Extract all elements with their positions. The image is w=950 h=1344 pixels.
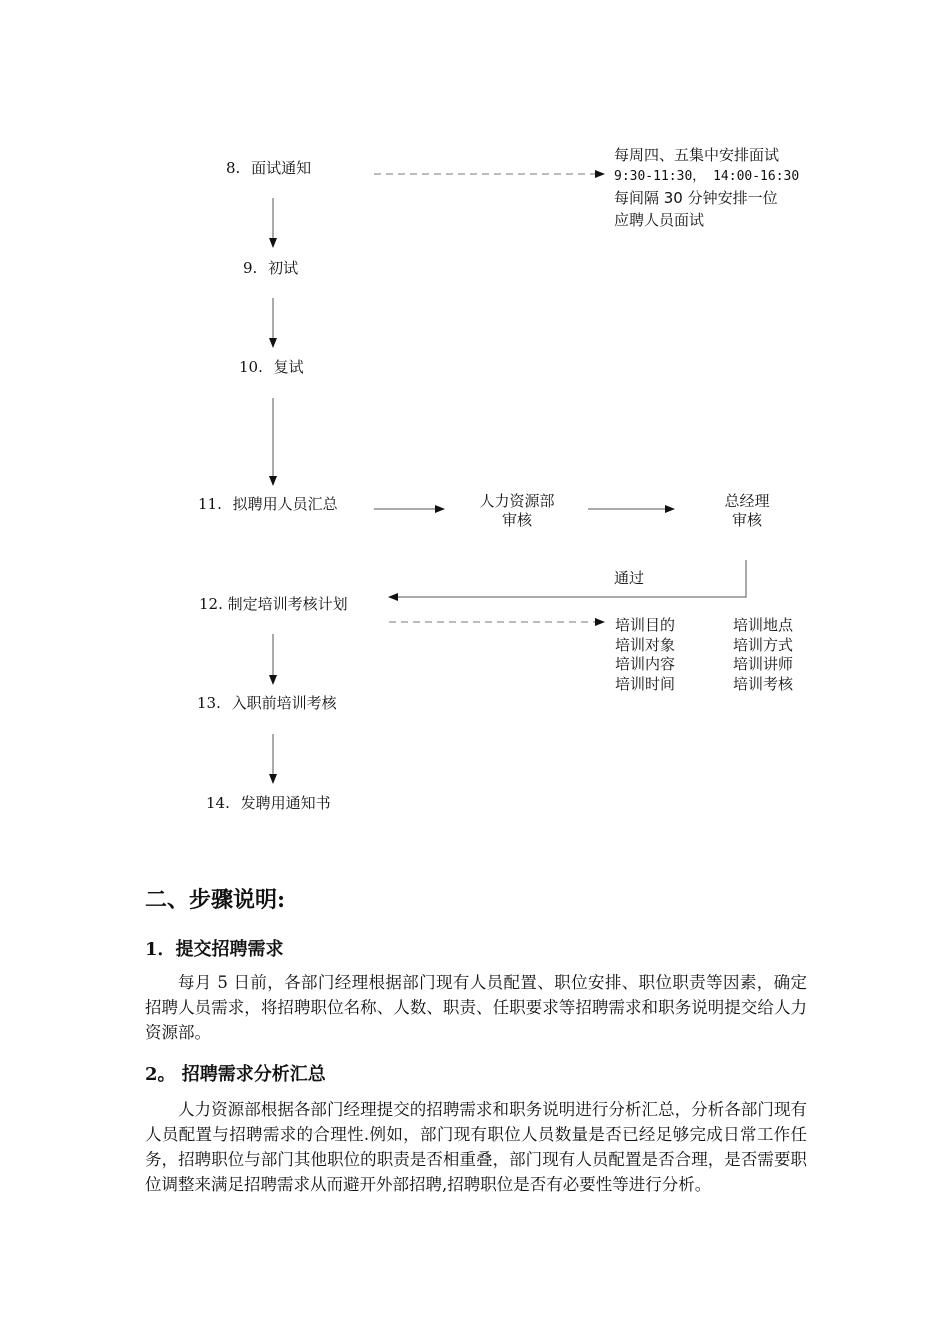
- hr-review-line-2: 审核: [501, 511, 532, 529]
- training-item: 培训目的: [615, 616, 676, 634]
- gm-review-line-1: 总经理: [724, 492, 770, 510]
- flow-step-12: [199, 593, 348, 614]
- training-item: 培训时间: [615, 674, 676, 693]
- training-item: 培训方式: [733, 635, 794, 654]
- flow-step-8: [226, 157, 311, 178]
- flow-step-9: [243, 257, 298, 278]
- section-title: 二、步骤说明:: [145, 887, 286, 913]
- step-label: 面试通知: [251, 159, 312, 177]
- training-item: 培训对象: [615, 635, 676, 654]
- step-1-body: 每月 5 日前，各部门经理根据部门现有人员配置、职位安排、职位职责等因素，确定招聘人员需求，将招聘职位名称、人数、职责、任职要求等招聘需求和职务说明提交给人力资源部。: [145, 973, 807, 1042]
- step-label: 初试: [268, 259, 299, 277]
- step-number: 13.: [197, 694, 221, 712]
- flow-step-10: [239, 356, 304, 377]
- arrow-gm-pass-back: [389, 560, 746, 597]
- step-label: 拟聘用人员汇总: [232, 495, 338, 513]
- flow-step-14: [206, 792, 331, 813]
- step-number: 11.: [198, 495, 222, 513]
- step-number: 9.: [243, 259, 258, 277]
- step-2-heading: 2。 招聘需求分析汇总: [145, 1064, 326, 1085]
- note-line-2: 9:30-11:30， 14:00-16:30: [614, 169, 800, 184]
- flow-step-13: [197, 692, 337, 713]
- flow-step-11: [198, 493, 338, 514]
- note-line-1: 每周四、五集中安排面试: [614, 146, 780, 164]
- training-items-grid: [615, 616, 813, 694]
- training-item: 培训地点: [733, 616, 794, 634]
- gm-review-line-2: 审核: [731, 511, 762, 529]
- pass-label: 通过: [614, 569, 645, 587]
- note-line-4: 应聘人员面试: [614, 211, 705, 229]
- interview-schedule-note: [614, 144, 799, 231]
- step-2-body: 人力资源部根据各部门经理提交的招聘需求和职务说明进行分析汇总，分析各部门现有人员配置与招聘需求的合理性.例如，部门现有职位人员数量是否已经足够完成日常工作任务，招聘职位与部门其他职位的职责是否相重叠，部门现有人员配置是否合理，是否需要职位调整来满足招聘需求从而避开外部招聘,招聘职位是否有必要性等进行分析。: [145, 1100, 807, 1194]
- gm-review-node: [697, 492, 797, 530]
- training-item: 培训内容: [615, 655, 676, 673]
- step-label: 入职前培训考核: [231, 694, 337, 712]
- step-number: 8.: [226, 159, 241, 177]
- step-number: 10.: [239, 358, 263, 376]
- note-line-3: 每间隔 30 分钟安排一位: [614, 189, 778, 207]
- step-label: 复试: [273, 358, 304, 376]
- training-item: 培训讲师: [733, 655, 794, 673]
- step-label: 发聘用通知书: [240, 794, 331, 812]
- step-number: 12.: [199, 595, 223, 613]
- training-item: 培训考核: [733, 674, 794, 693]
- step-label: 制定培训考核计划: [227, 595, 348, 613]
- step-number: 14.: [206, 794, 230, 812]
- step-1-heading: 1．提交招聘需求: [145, 939, 284, 960]
- hr-review-line-1: 人力资源部: [479, 492, 555, 510]
- hr-review-node: [467, 492, 567, 530]
